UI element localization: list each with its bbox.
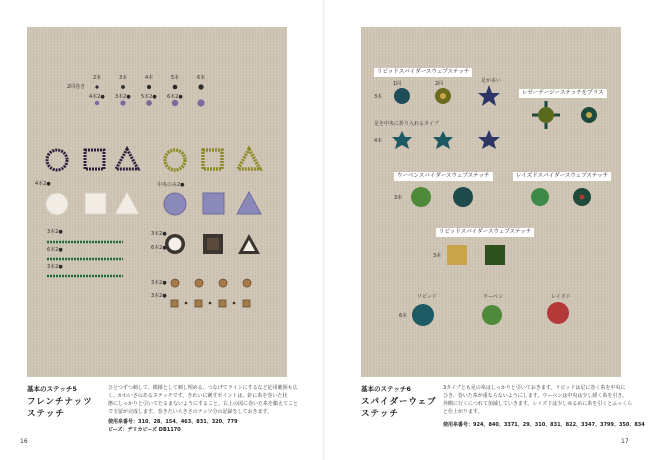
thread-numbers: 使用糸番号：924、840、3371、29、310、831、822、3347、3799、350、834: [443, 422, 645, 428]
french-knot-stitch-samples: [27, 27, 287, 377]
label-mid-3x2-a: 3本2●: [47, 229, 63, 235]
label-lower-3x2-b: 3本2●: [151, 293, 167, 299]
body-line: と仕上がります。: [443, 409, 483, 415]
label-center-3x2: 中央のみ2●: [157, 182, 185, 188]
body-line: ひとつずつ刺して、模様として刺し埋める、つなげてラインにするなど応用範囲も広: [108, 385, 298, 391]
label-wraps-6: 6本: [197, 75, 206, 81]
label-row2-4: 4本: [374, 138, 383, 144]
label-wraps-2: 2本: [93, 75, 102, 81]
body-line: く、かわいさのあるステッチです。きれいに刺すポイントは、針に糸を巻いた状: [108, 393, 288, 399]
label-row1-1: 1回: [393, 81, 402, 87]
label-row1-many: 足が多い: [481, 78, 502, 84]
label-ribbed: リビッド: [417, 294, 437, 300]
tag-raised-spider: レイズドスパイダースウェブステッチ: [513, 172, 611, 181]
label-bead-3x2: 3本2●: [151, 231, 167, 237]
tag-ribbed-spider-2: リビッドスパイダースウェブステッチ: [436, 228, 534, 237]
label-row1-2: 2回: [435, 81, 444, 87]
label-mid-6x2: 6本2●: [47, 247, 63, 253]
section-title-line1: フレンチナッツ: [27, 397, 93, 407]
label-strand-3x2: 3本2●: [115, 94, 131, 100]
page-number: 16: [20, 438, 28, 445]
section-label: 基本のステッチ6: [361, 385, 411, 393]
body-line: 態にしっかりと引いてたるまないようにすること。右上の図に巻いた糸を揃えてこと: [108, 401, 299, 407]
label-row3-3: 3本: [394, 195, 403, 201]
thread-numbers: 使用糸番号：310、28、154、463、831、320、779: [108, 419, 238, 425]
label-strand-5x2: 5本2●: [141, 94, 157, 100]
body-line: 外側に行くにつれて加減していきます。レイズドは少しゆるめに糸を引くとふっくら: [443, 401, 633, 407]
label-rows-title: 2回巻き: [67, 84, 86, 90]
label-bead-6x2: 6本2●: [151, 245, 167, 251]
body-line: で玉留が完成します。巻きたい大きさのナッツ分の記録をしておきます。: [108, 409, 273, 415]
body-text: [443, 384, 643, 416]
label-mid-3x2-b: 3本2●: [47, 264, 63, 270]
right-page: [325, 0, 650, 460]
label-row4-3: 3本: [433, 253, 442, 259]
label-wraps-5: 5本: [171, 75, 180, 81]
label-lower-3x2-a: 3本2●: [151, 280, 167, 286]
body-text: [108, 384, 318, 416]
tag-lazy-daisy-plus: レゼーデージーステッチをプラス: [519, 89, 607, 98]
section-label: 基本のステッチ5: [27, 385, 77, 393]
label-row2-title: 足を中央に折り入れるタイプ: [374, 121, 439, 127]
section-title-line2: ステッチ: [361, 409, 399, 419]
label-wraps-3: 3本: [119, 75, 128, 81]
label-raised: レイズド: [551, 294, 571, 300]
body-line: 3タイプとも足の糸はしっかりと引いておきます。リビッドは足に巻く糸を中央に: [443, 385, 626, 391]
label-strand-6x2: 6本2●: [167, 94, 183, 100]
tag-woven-spider: ウーベンスパイダースウェブステッチ: [394, 172, 493, 181]
label-row5-6: 6本: [399, 313, 408, 319]
label-wraps-4: 4本: [145, 75, 154, 81]
label-row1-3: 3本: [374, 94, 383, 100]
page-number: 17: [621, 438, 629, 445]
tag-ribbed-spider: リビッドスパイダースウェブステッチ: [374, 68, 472, 77]
bead-info: ビーズ：デリカビーズ DB1170: [108, 427, 181, 433]
spider-web-sample-photo: [361, 27, 621, 377]
label-side-4x2: 4本2●: [35, 181, 51, 187]
french-knot-sample-photo: [27, 27, 287, 377]
label-strand-4x2: 4本2●: [89, 94, 105, 100]
section-title-line2: ステッチ: [27, 409, 65, 419]
label-woven: ウーベン: [483, 294, 504, 300]
body-line: ひき、巻いた糸が重ならないようにします。ウーベンは中央は少し緩く糸を引き、: [443, 393, 628, 399]
section-title-line1: スパイダーウェブ: [361, 397, 437, 407]
